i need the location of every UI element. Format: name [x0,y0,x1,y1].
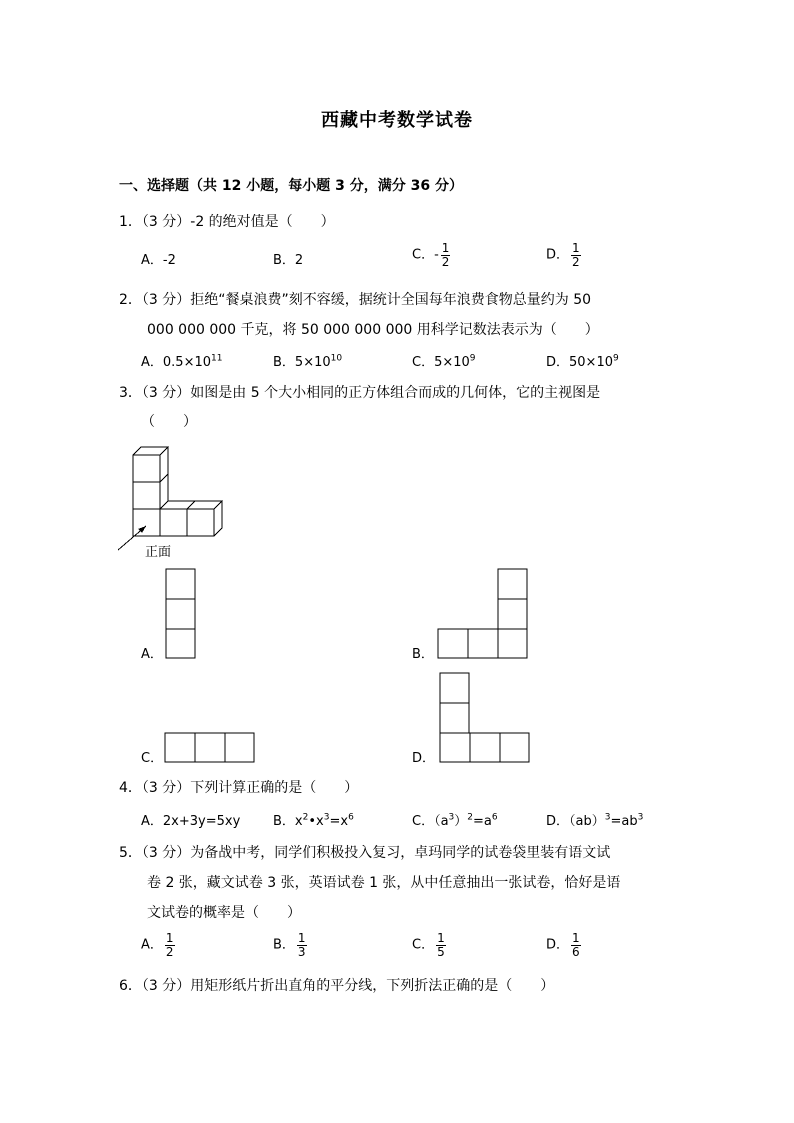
q5-stem-line3: 文试卷的概率是（ ） [147,905,301,921]
q3-option-c-label: C． [141,751,164,766]
square [440,703,469,733]
q1-option-a: A．-2 [141,253,176,268]
q5-option-c: C． $\frac{1}{5}$ [412,931,445,959]
q2-option-a: A．$0.5\times 10^{11}$ [141,353,223,370]
figure-edge [187,501,195,509]
q4-option-a: A．2x+3y=5xy [141,814,241,829]
q1-option-b: B．2 [273,253,304,268]
square [468,629,498,658]
figure-cube-front [133,455,160,482]
q2-option-c: C．$5\times 10^9$ [412,353,476,370]
square [438,629,468,658]
section-heading: 一、选择题（共 12 小题，每小题 3 分，满分 36 分） [119,178,463,194]
q3-option-a-label: A． [141,647,163,662]
figure-edge [160,474,168,482]
square [470,733,500,762]
q2-stem-line2: 000 000 000 千克，将 50 000 000 000 用科学记数法表示为（ ） [147,322,599,338]
q1-option-d: D． $\frac{1}{2}$ [546,241,580,269]
q3-option-c-figure [164,732,256,764]
q2-option-d: D．$50\times 10^9$ [546,353,619,370]
q3-front-label: 正面 [145,545,172,560]
figure-side-face [214,501,222,536]
q5-option-c-fraction: $\frac{1}{5}$ [437,931,445,959]
q4-option-b: B．$x^2•x^3=x^6$ [273,812,354,829]
q5-option-b-fraction: $\frac{1}{3}$ [297,931,306,959]
q3-option-b-figure [437,568,529,660]
q1-option-c-fraction: $\frac{1}{2}$ [441,241,450,269]
q4-stem: 4．（3 分）下列计算正确的是（ ） [119,780,359,796]
q3-option-b-label: B． [412,647,434,662]
q3-option-a-figure [165,568,197,660]
square [498,569,527,599]
square [195,733,225,762]
q1-option-c: C．- $\frac{1}{2}$ [412,241,450,269]
figure-cube-front [133,509,160,536]
q5-option-d-fraction: $\frac{1}{6}$ [572,931,580,959]
figure-cube-front [160,509,187,536]
q3-option-d-figure [439,672,531,764]
q2-option-b: B．$5\times 10^{10}$ [273,353,343,370]
figure-cube-front [187,509,214,536]
square [440,733,470,762]
q3-stem-line1: 3．（3 分）如图是由 5 个大小相同的正方体组合而成的几何体，它的主视图是 [119,385,601,401]
page-title: 西藏中考数学试卷 [321,110,473,131]
figure-top-face [168,501,222,509]
square [440,673,469,703]
q5-option-a: A． $\frac{1}{2}$ [141,931,174,959]
square [166,569,195,599]
q3-option-d-label: D． [412,751,436,766]
square [166,599,195,629]
q1-stem: 1．（3 分）-2 的绝对值是（ ） [119,214,335,230]
q3-solid-figure [112,446,232,558]
q6-stem: 6．（3 分）用矩形纸片折出直角的平分线，下列折法正确的是（ ） [119,978,555,994]
square [225,733,254,762]
q1-option-d-fraction: $\frac{1}{2}$ [572,241,580,269]
q5-stem-line1: 5．（3 分）为备战中考，同学们积极投入复习，卓玛同学的试卷袋里装有语文试 [119,845,611,861]
q4-option-d: D．$(ab)^3=ab^3$ [546,812,644,829]
square [498,599,527,629]
square [500,733,529,762]
square [165,733,195,762]
q5-option-d: D． $\frac{1}{6}$ [546,931,580,959]
square [166,629,195,658]
q2-stem-line1: 2．（3 分）拒绝“餐桌浪费”刻不容缓，据统计全国每年浪费食物总量约为 50 [119,292,592,308]
figure-top-face [133,447,168,455]
q3-stem-line2: （ ） [141,414,197,430]
q5-option-b: B． $\frac{1}{3}$ [273,931,306,959]
q5-option-a-fraction: $\frac{1}{2}$ [165,931,174,959]
square [498,629,527,658]
q4-option-c: C．$(a^3)^2=a^6$ [412,812,498,829]
figure-cube-front [133,482,160,509]
q5-stem-line2: 卷 2 张，藏文试卷 3 张，英语试卷 1 张，从中任意抽出一张试卷，恰好是语 [147,875,621,891]
